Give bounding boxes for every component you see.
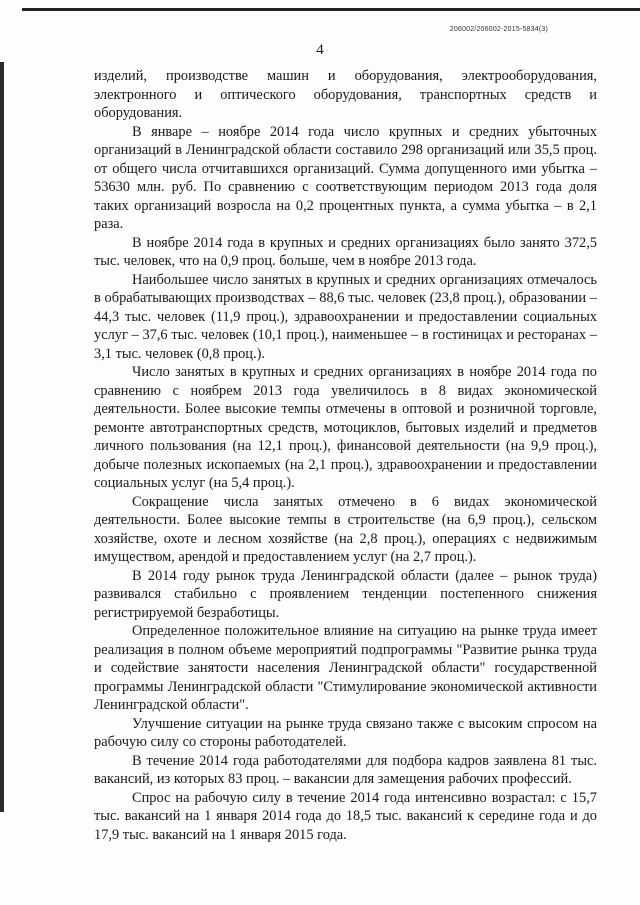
- paragraph-subprogram: Определенное положительное влияние на ситуацию на рынке труда имеет реализация в полном объеме мероприятий подпрограммы "Развитие рынка труда и содействие занятости населения Ленинградской области" государственной программы Ленинградской области "Стимулирование экономической активности Ленинградской области".: [94, 623, 597, 713]
- paragraph-employment-growth: Число занятых в крупных и средних организациях в ноябре 2014 года по сравнению с ноябрем 2013 года увеличилось в 8 видах экономической деятельности. Более высокие темпы отмечены в оптовой и розничной торговле, ремонте автотранспортных средств, мотоциклов, бытовых изделий и предметов личного пользования (на 12,1 проц.), финансовой деятельности (на 9,9 проц.), добыче полезных ископаемых (на 2,1 проц.), здравоохранении и предоставлении социальных услуг (на 5,4 проц.).: [94, 364, 597, 491]
- top-border: [22, 8, 640, 11]
- document-body: [94, 67, 597, 844]
- paragraph-employment-decline: Сокращение числа занятых отмечено в 6 видах экономической деятельности. Более высокие темпы в строительстве (на 6,9 проц.), сельском хозяйстве, охоте и лесном хозяйстве (на 2,8 проц.), операциях с недвижимым имуществом, арендой и предоставлением услуг (на 2,7 проц.).: [94, 493, 597, 565]
- paragraph-continuation: изделий, производстве машин и оборудования, электрооборудования, электронного и оптического оборудования, транспортных средств и оборудования.: [94, 68, 597, 121]
- page-number: 4: [316, 42, 324, 58]
- paragraph-employment-november: В ноябре 2014 года в крупных и средних организациях было занято 372,5 тыс. человек, что на 0,9 проц. больше, чем в ноябре 2013 года.: [94, 234, 597, 269]
- document-id: 206002/206002-2015-5834(3): [449, 26, 548, 33]
- paragraph-demand-growth: Спрос на рабочую силу в течение 2014 года интенсивно возрастал: с 15,7 тыс. вакансий на 1 января 2014 года до 18,5 тыс. вакансий к середине года и до 17,9 тыс. вакансий на 1 января 2015 года.: [94, 789, 597, 843]
- paragraph-unprofitable-orgs: В январе – ноябре 2014 года число крупных и средних убыточных организаций в Ленинградской области составило 298 организаций или 35,5 проц. от общего числа отчитавшихся организаций. Сумма допущенного ими убытка – 53630 млн. руб. По сравнению с соответствующим периодом 2013 года доля таких организаций возросла на 0,2 процентных пункта, а сумма убытка – в 2,1 раза.: [94, 123, 597, 232]
- scan-edge-mark: [0, 62, 4, 812]
- paragraph-employment-by-sector: Наибольшее число занятых в крупных и средних организациях отмечалось в обрабатывающих производствах – 88,6 тыс. человек (23,8 проц.), образовании – 44,3 тыс. человек (11,9 проц.), здравоохранении и предоставлении социальных услуг – 37,6 тыс. человек (10,1 проц.), наименьшее – в гостиницах и ресторанах – 3,1 тыс. человек (0,8 проц.).: [94, 271, 597, 362]
- paragraph-vacancies: В течение 2014 года работодателями для подбора кадров заявлена 81 тыс. вакансий, из которых 83 проц. – вакансии для замещения рабочих профессий.: [94, 752, 597, 787]
- paragraph-labor-demand: Улучшение ситуации на рынке труда связано также с высоким спросом на рабочую силу со стороны работодателей.: [94, 715, 597, 750]
- paragraph-labor-market: В 2014 году рынок труда Ленинградской области (далее – рынок труда) развивался стабильно с проявлением тенденции постепенного снижения регистрируемой безработицы.: [94, 567, 597, 621]
